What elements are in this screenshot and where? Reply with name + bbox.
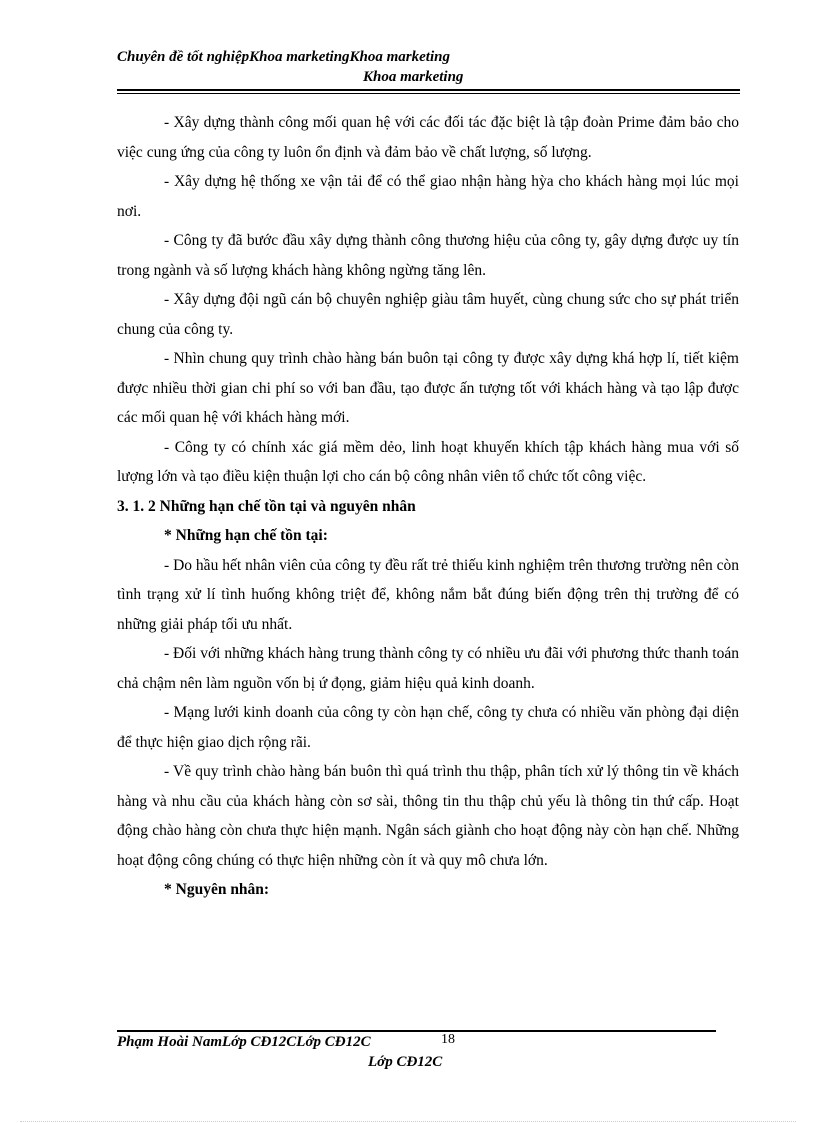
paragraph-flexible-pricing: - Công ty có chính xác giá mềm dẻo, linh hoạt khuyến khích tập khách hàng mua với số lượng lớn và tạo điều kiện thuận lợi cho cán bộ công nhân viên tổ chức tốt công việc. xyxy=(117,438,739,485)
header-title-line2: Khoa marketing xyxy=(363,69,464,85)
paragraph-limited-network: - Mạng lưới kinh doanh của công ty còn hạn chế, công ty chưa có nhiều văn phòng đại diện để thực hiện giao dịch rộng rãi. xyxy=(117,704,739,751)
paragraph-staff-team: - Xây dựng đội ngũ cán bộ chuyên nghiệp giàu tâm huyết, cùng chung sức cho sự phát triển chung của công ty. xyxy=(117,291,739,338)
paragraph-wholesale-process: - Nhìn chung quy trình chào hàng bán buôn tại công ty được xây dựng khá hợp lí, tiết kiệm được nhiều thời gian chi phí so với ban đầu, tạo được ấn tượng tốt với khách hàng và tạo lập được các mối quan hệ với khách hàng mới. xyxy=(117,350,739,426)
paragraph-transport-system: - Xây dựng hệ thống xe vận tải để có thể giao nhận hàng hỳa cho khách hàng mọi lúc mọi nơi. xyxy=(117,173,739,220)
footer-rule xyxy=(117,1030,716,1032)
page-number: 18 xyxy=(441,1032,455,1047)
paragraph-brand-building: - Công ty đã bước đầu xây dựng thành công thương hiệu của công ty, gây dựng được uy tín trong ngành và số lượng khách hàng không ngừng tăng lên. xyxy=(117,232,739,279)
paragraph-information-process: - Về quy trình chào hàng bán buôn thì quá trình thu thập, phân tích xử lý thông tin về khách hàng và nhu cầu của khách hàng còn sơ sài, thông tin thu thập chủ yếu là thông tin thứ cấp. Hoạt động chào hàng còn chưa thực hiện mạnh. Ngân sách giành cho hoạt động này còn hạn chế. Những hoạt động công chúng có thực hiện những còn ít và quy mô chưa lớn. xyxy=(117,763,739,869)
section-heading-limitations: 3. 1. 2 Những hạn chế tồn tại và nguyên nhân xyxy=(117,497,416,515)
header-rule-thick xyxy=(117,89,740,91)
footer-author-line2: Lớp CĐ12C xyxy=(368,1054,443,1070)
page-edge-divider xyxy=(20,1121,796,1122)
footer-author-line1: Phạm Hoài NamLớp CĐ12CLớp CĐ12C xyxy=(117,1034,371,1050)
subheading-causes: * Nguyên nhân: xyxy=(164,881,270,898)
header-rule-thin xyxy=(117,93,740,94)
document-body xyxy=(117,108,739,905)
header-title-line1: Chuyên đề tốt nghiệpKhoa marketingKhoa marketing xyxy=(117,49,450,65)
paragraph-partner-relations: - Xây dựng thành công mối quan hệ với các đối tác đặc biệt là tập đoàn Prime đảm bảo cho việc cung ứng của công ty luôn ổn định và đảm bảo về chất lượng, số lượng. xyxy=(117,114,739,161)
subheading-limitations: * Những hạn chế tồn tại: xyxy=(164,527,328,544)
paragraph-deferred-payment: - Đối với những khách hàng trung thành công ty có nhiều ưu đãi với phương thức thanh toán chả chậm nên làm nguồn vốn bị ứ đọng, giảm hiệu quả kinh doanh. xyxy=(117,645,739,692)
paragraph-inexperienced-staff: - Do hầu hết nhân viên của công ty đều rất trẻ thiếu kinh nghiệm trên thương trường nên còn tình trạng xử lí tình huống không triệt để, không nắm bắt đúng biến động trên thị trường để có những giải pháp tối ưu nhất. xyxy=(117,556,739,633)
